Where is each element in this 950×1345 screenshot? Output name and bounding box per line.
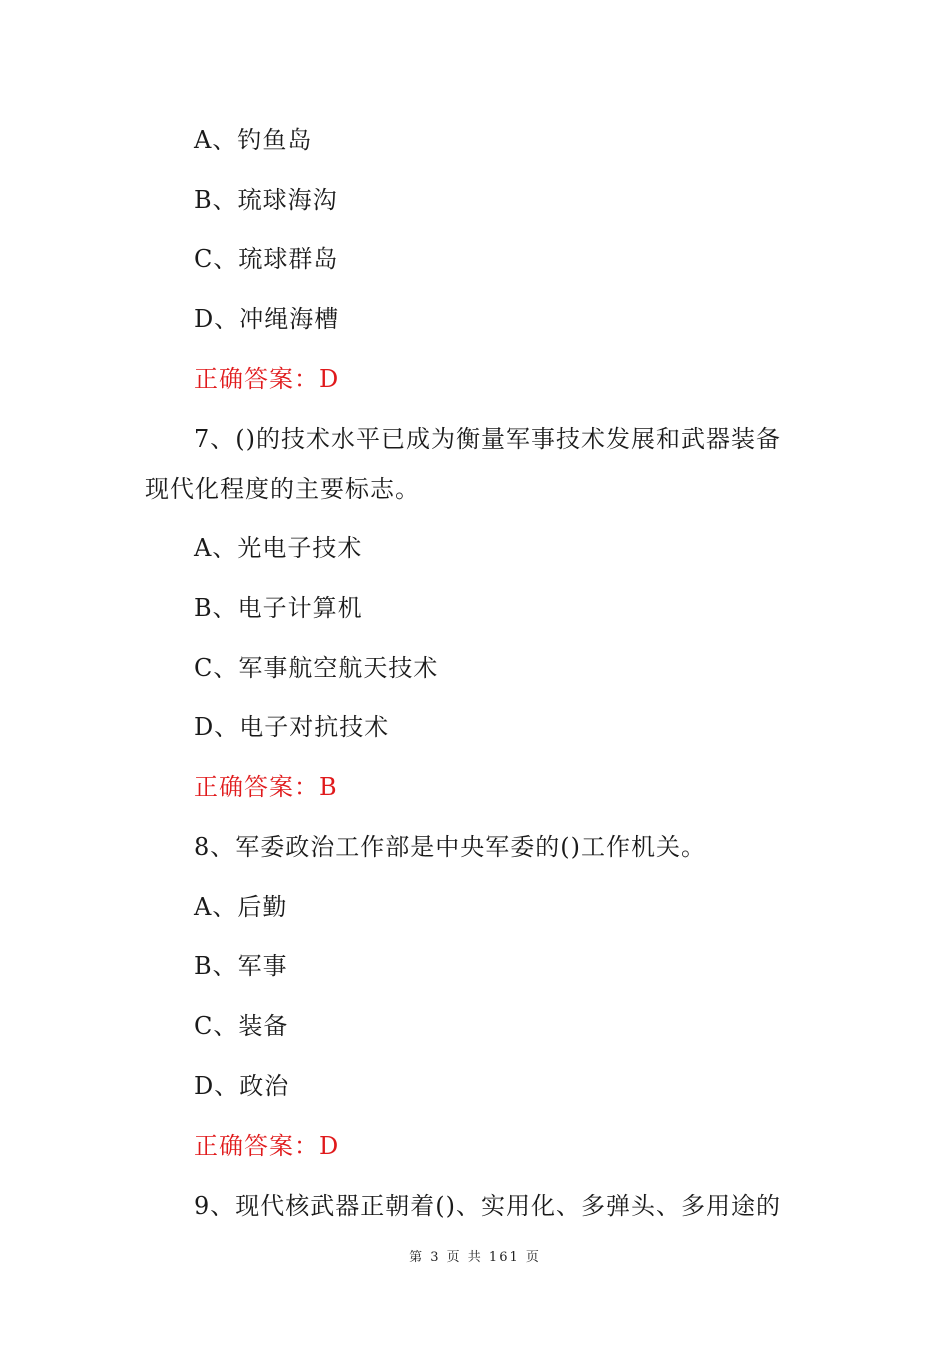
q7-option-d: D、电子对抗技术 [194, 713, 390, 741]
q7-answer: 正确答案：B [194, 773, 338, 801]
page-number-footer: 第 3 页 共 161 页 [409, 1250, 541, 1265]
q7-option-b: B、电子计算机 [194, 594, 363, 622]
q8-stem-line1: 8、军委政治工作部是中央军委的()工作机关。 [194, 833, 706, 861]
q7-stem-line1: 7、()的技术水平已成为衡量军事技术发展和武器装备 [194, 425, 781, 453]
q7-option-a: A、光电子技术 [194, 534, 363, 562]
q8-answer: 正确答案：D [194, 1132, 340, 1160]
q8-option-b: B、军事 [194, 952, 288, 980]
q6-option-d: D、冲绳海槽 [194, 305, 340, 333]
q7-stem-line2: 现代化程度的主要标志。 [145, 475, 420, 503]
q6-option-b: B、琉球海沟 [194, 186, 338, 214]
q6-answer: 正确答案：D [194, 365, 340, 393]
q6-option-a: A、钓鱼岛 [194, 126, 313, 154]
q6-option-c: C、琉球群岛 [194, 245, 339, 273]
q7-option-c: C、军事航空航天技术 [194, 654, 439, 682]
q8-option-a: A、后勤 [194, 893, 288, 921]
q9-stem-line1: 9、现代核武器正朝着()、实用化、多弹头、多用途的 [194, 1192, 781, 1220]
q8-option-d: D、政治 [194, 1072, 290, 1100]
q8-option-c: C、装备 [194, 1012, 289, 1040]
